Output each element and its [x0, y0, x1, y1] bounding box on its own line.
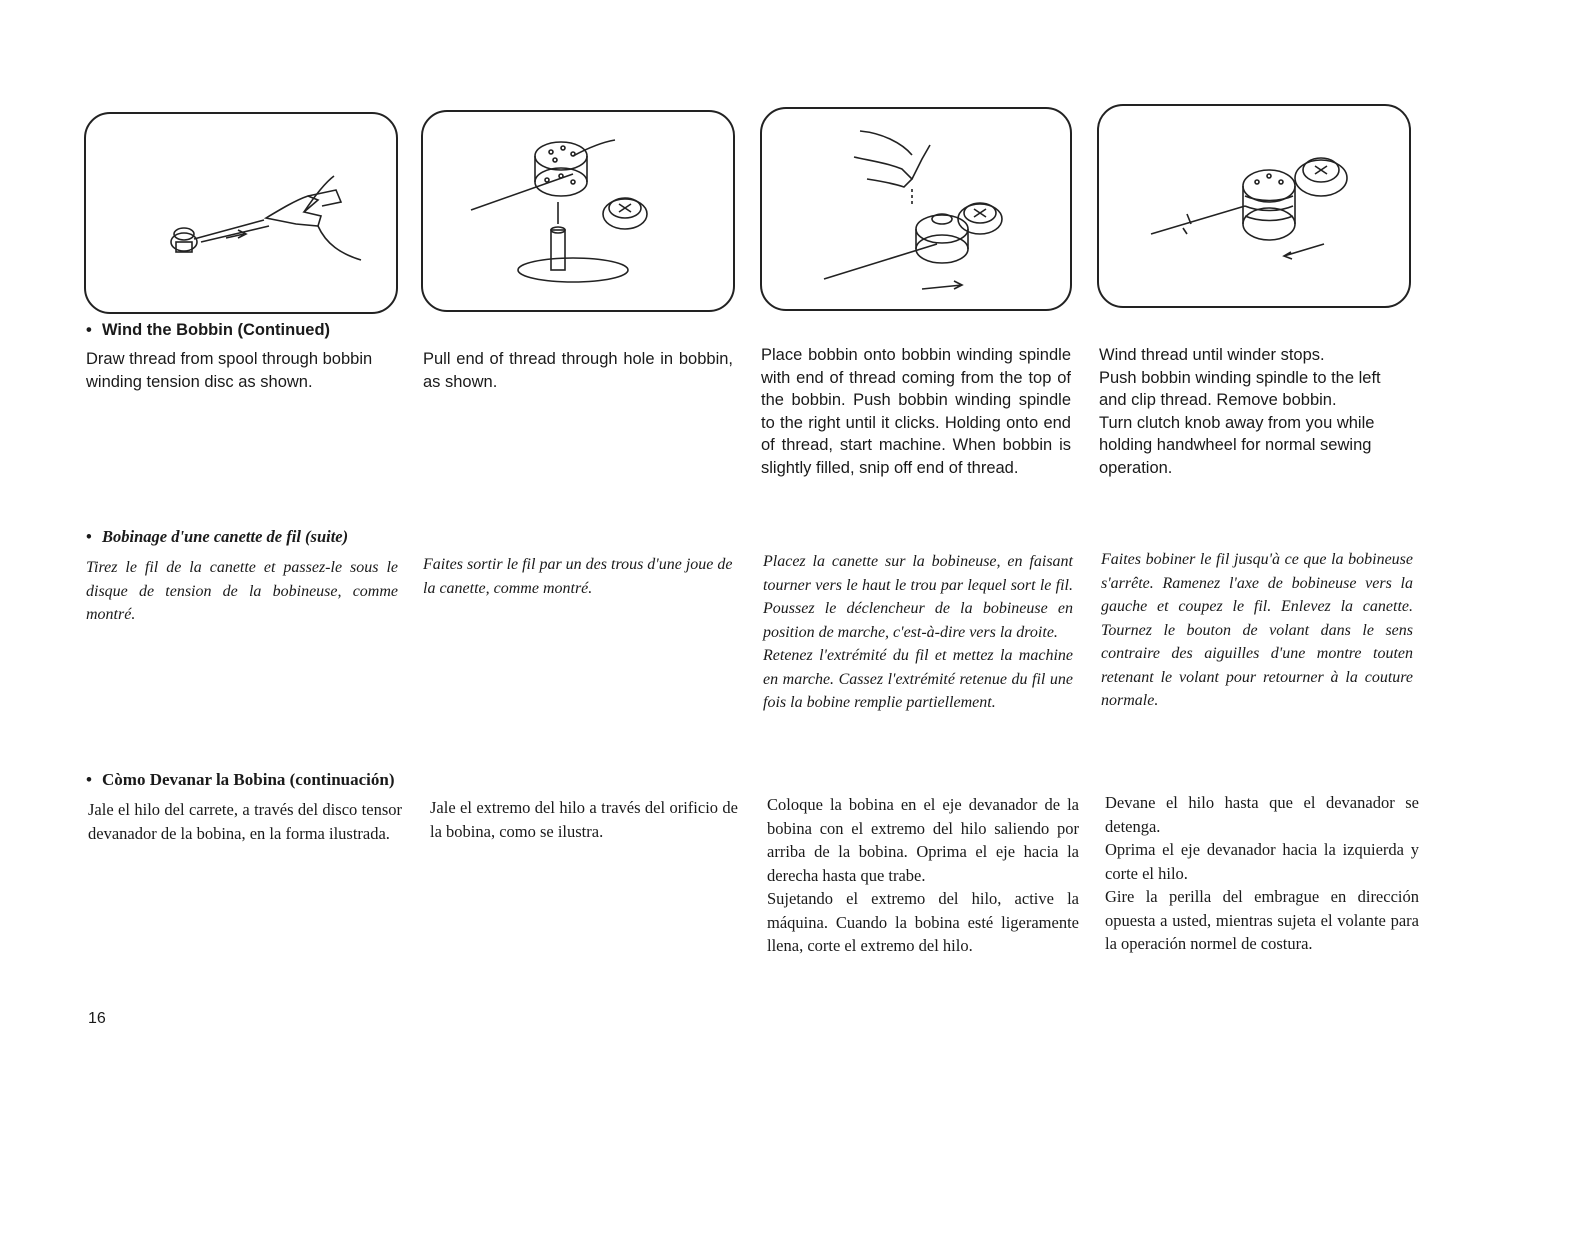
heading-spanish	[86, 770, 395, 790]
es-step-4-text-c: Gire la perilla del embrague en dirección opuesta a usted, mientras sujeta el volante para la operación normel de costura.	[1105, 887, 1419, 953]
fr-step-4	[1101, 548, 1413, 713]
wound-bobbin-drawing	[1099, 106, 1409, 306]
illustration-bobbin-spindle	[760, 107, 1072, 311]
heading-spanish-text: Còmo Devanar la Bobina (continuación)	[102, 770, 395, 789]
illustration-wound-bobbin	[1097, 104, 1411, 308]
illustration-bobbin-hole	[421, 110, 735, 312]
en-step-1-text: Draw thread from spool through bobbin winding tension disc as shown.	[86, 350, 373, 391]
es-step-2	[430, 796, 738, 843]
es-step-3-text-b: Sujetando el extremo del hilo, active la máquina. Cuando la bobina esté ligeramente llena, corte el extremo del hilo.	[767, 889, 1079, 955]
fr-step-3-text-b: Retenez l'extrémité du fil et mettez la machine en marche. Cassez l'extrémité retenue du fil une fois la bobine remplie partiellement.	[763, 647, 1073, 711]
heading-english-text: Wind the Bobbin (Continued)	[102, 321, 331, 339]
en-step-3	[761, 344, 1071, 479]
bobbin-hole-drawing	[423, 112, 733, 310]
bobbin-spindle-drawing	[762, 109, 1070, 309]
fr-step-1-text: Tirez le fil de la canette et passez-le sous le disque de tension de la bobineuse, comme montré.	[86, 559, 398, 623]
fr-step-2	[423, 553, 737, 600]
fr-step-1	[86, 556, 398, 627]
fr-step-2-text: Faites sortir le fil par un des trous d'une joue de la canette, comme montré.	[423, 556, 733, 597]
tension-disc-drawing	[86, 114, 396, 312]
bullet: •	[86, 527, 92, 546]
es-step-2-text: Jale el extremo del hilo a través del orificio de la bobina, como se ilustra.	[430, 798, 738, 841]
es-step-4-text-a: Devane el hilo hasta que el devanador se detenga.	[1105, 793, 1419, 836]
en-step-4-line-2: Push bobbin winding spindle to the left and clip thread. Remove bobbin.	[1099, 368, 1381, 409]
en-step-1	[86, 348, 398, 393]
page-number: 16	[88, 1010, 106, 1027]
es-step-3-text-a: Coloque la bobina en el eje devanador de la bobina con el extremo del hilo saliendo por arriba de la bobina. Oprima el eje hacia la derecha hasta que trabe.	[767, 795, 1079, 885]
fr-step-4-text: Faites bobiner le fil jusqu'à ce que la bobineuse s'arrête. Ramenez l'axe de bobineuse vers la gauche et coupez le fil. Enlevez la canette. Tournez le bouton de volant dans le sens contraire des aiguilles d'une montre touten retenant le volant pour retourner à la couture normale.	[1101, 551, 1413, 709]
es-step-4	[1105, 791, 1419, 956]
heading-english	[86, 321, 330, 340]
en-step-4	[1099, 344, 1411, 479]
fr-step-3-text-a: Placez la canette sur la bobineuse, en faisant tourner vers le haut le trou par lequel sort le fil. Poussez le déclencheur de la bobineuse en position de marche, c'est-à-dire vers la droite.	[763, 553, 1073, 641]
es-step-3	[767, 793, 1079, 958]
heading-french-text: Bobinage d'une canette de fil (suite)	[102, 527, 349, 546]
en-step-4-line-3: Turn clutch knob away from you while holding handwheel for normal sewing operation.	[1099, 413, 1375, 477]
es-step-4-text-b: Oprima el eje devanador hacia la izquierda y corte el hilo.	[1105, 840, 1419, 883]
heading-french	[86, 527, 348, 547]
bullet: •	[86, 321, 92, 339]
fr-step-3	[763, 550, 1073, 715]
bullet: •	[86, 770, 92, 789]
en-step-3-text: Place bobbin onto bobbin winding spindle with end of thread coming from the top of the bobbin. Push bobbin winding spindle to the right until it clicks. Holding onto end of thread, start machine. When bobbin is slightly filled, snip off end of thread.	[761, 346, 1071, 477]
en-step-2	[423, 348, 733, 393]
en-step-2-text: Pull end of thread through hole in bobbin, as shown.	[423, 350, 733, 391]
illustration-tension-disc	[84, 112, 398, 314]
en-step-4-line-1: Wind thread until winder stops.	[1099, 346, 1325, 364]
es-step-1-text: Jale el hilo del carrete, a través del disco tensor devanador de la bobina, en la forma ilustrada.	[88, 800, 402, 843]
es-step-1	[88, 798, 402, 845]
